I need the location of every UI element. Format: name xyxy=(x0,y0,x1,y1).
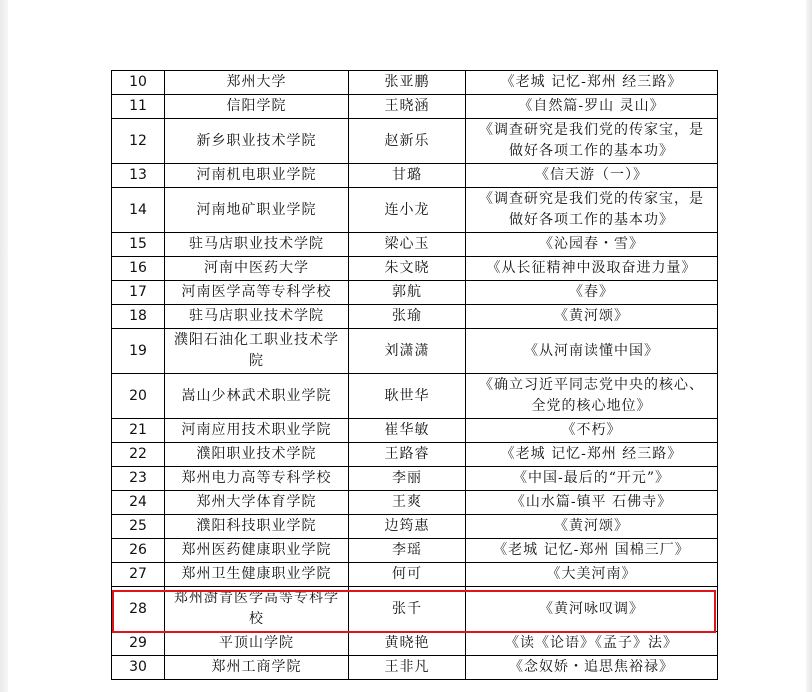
title-cell: 《老城 记忆-郑州 国棉三厂》 xyxy=(466,539,718,563)
table-row xyxy=(112,374,718,419)
row-number: 25 xyxy=(112,515,165,539)
name-cell: 张瑜 xyxy=(349,305,466,329)
table-row xyxy=(112,95,718,119)
school-cell: 河南应用技术职业学院 xyxy=(165,419,349,443)
table-row xyxy=(112,233,718,257)
school-cell: 郑州大学体育学院 xyxy=(165,491,349,515)
row-number: 17 xyxy=(112,281,165,305)
name-cell: 王爽 xyxy=(349,491,466,515)
title-cell: 《老城 记忆-郑州 经三路》 xyxy=(466,71,718,95)
row-number: 22 xyxy=(112,443,165,467)
page-edge-left xyxy=(0,0,8,692)
table-row xyxy=(112,467,718,491)
name-cell: 连小龙 xyxy=(349,188,466,233)
table-row xyxy=(112,419,718,443)
name-cell: 赵新乐 xyxy=(349,119,466,164)
school-cell: 郑州电力高等专科学校 xyxy=(165,467,349,491)
page-edge-right xyxy=(806,0,812,692)
school-cell: 信阳学院 xyxy=(165,95,349,119)
table-row xyxy=(112,656,718,680)
row-number: 15 xyxy=(112,233,165,257)
table-row xyxy=(112,563,718,587)
table-row xyxy=(112,119,718,164)
school-cell: 驻马店职业技术学院 xyxy=(165,305,349,329)
title-cell: 《不朽》 xyxy=(466,419,718,443)
row-number: 23 xyxy=(112,467,165,491)
table-row-highlighted xyxy=(112,587,718,632)
title-cell: 《黄河颂》 xyxy=(466,515,718,539)
name-cell: 崔华敏 xyxy=(349,419,466,443)
name-cell: 何可 xyxy=(349,563,466,587)
school-cell: 河南医学高等专科学校 xyxy=(165,281,349,305)
table-row xyxy=(112,443,718,467)
row-number: 13 xyxy=(112,164,165,188)
award-list-table xyxy=(111,70,718,680)
table-row xyxy=(112,539,718,563)
row-number: 14 xyxy=(112,188,165,233)
title-cell: 《从长征精神中汲取奋进力量》 xyxy=(466,257,718,281)
name-cell: 刘潇潇 xyxy=(349,329,466,374)
name-cell: 张千 xyxy=(349,587,466,632)
name-cell: 耿世华 xyxy=(349,374,466,419)
table-row xyxy=(112,71,718,95)
table-row xyxy=(112,515,718,539)
school-cell: 濮阳职业技术学院 xyxy=(165,443,349,467)
row-number: 21 xyxy=(112,419,165,443)
table-row xyxy=(112,305,718,329)
title-cell: 《黄河颂》 xyxy=(466,305,718,329)
title-cell: 《老城 记忆-郑州 经三路》 xyxy=(466,443,718,467)
school-cell: 平顶山学院 xyxy=(165,632,349,656)
school-cell: 濮阳科技职业学院 xyxy=(165,515,349,539)
school-cell: 河南中医药大学 xyxy=(165,257,349,281)
row-number: 27 xyxy=(112,563,165,587)
name-cell: 王路睿 xyxy=(349,443,466,467)
title-cell: 《从河南读懂中国》 xyxy=(466,329,718,374)
title-cell: 《念奴娇・追思焦裕禄》 xyxy=(466,656,718,680)
title-cell: 《信天游（一）》 xyxy=(466,164,718,188)
row-number: 16 xyxy=(112,257,165,281)
title-cell: 《调查研究是我们党的传家宝，是做好各项工作的基本功》 xyxy=(466,188,718,233)
school-cell: 郑州医药健康职业学院 xyxy=(165,539,349,563)
name-cell: 甘璐 xyxy=(349,164,466,188)
row-number: 26 xyxy=(112,539,165,563)
school-cell: 郑州卫生健康职业学院 xyxy=(165,563,349,587)
title-cell: 《沁园春・雪》 xyxy=(466,233,718,257)
name-cell: 张亚鹏 xyxy=(349,71,466,95)
name-cell: 王晓涵 xyxy=(349,95,466,119)
title-cell: 《调查研究是我们党的传家宝，是做好各项工作的基本功》 xyxy=(466,119,718,164)
name-cell: 边筠惠 xyxy=(349,515,466,539)
row-number: 12 xyxy=(112,119,165,164)
row-number: 10 xyxy=(112,71,165,95)
table-row xyxy=(112,281,718,305)
title-cell: 《山水篇-镇平 石佛寺》 xyxy=(466,491,718,515)
row-number: 29 xyxy=(112,632,165,656)
title-cell: 《大美河南》 xyxy=(466,563,718,587)
title-cell: 《自然篇-罗山 灵山》 xyxy=(466,95,718,119)
title-cell: 《黄河咏叹调》 xyxy=(466,587,718,632)
name-cell: 郭航 xyxy=(349,281,466,305)
title-cell: 《中国-最后的“开元”》 xyxy=(466,467,718,491)
row-number: 19 xyxy=(112,329,165,374)
row-number: 24 xyxy=(112,491,165,515)
table-row xyxy=(112,257,718,281)
school-cell: 新乡职业技术学院 xyxy=(165,119,349,164)
row-number: 11 xyxy=(112,95,165,119)
row-number: 20 xyxy=(112,374,165,419)
row-number: 18 xyxy=(112,305,165,329)
row-number: 30 xyxy=(112,656,165,680)
name-cell: 李瑶 xyxy=(349,539,466,563)
school-cell: 河南地矿职业学院 xyxy=(165,188,349,233)
table-row xyxy=(112,188,718,233)
school-cell: 郑州澍青医学高等专科学校 xyxy=(165,587,349,632)
table-row xyxy=(112,491,718,515)
title-cell: 《读《论语》《孟子》法》 xyxy=(466,632,718,656)
table-row xyxy=(112,632,718,656)
title-cell: 《确立习近平同志党中央的核心、全党的核心地位》 xyxy=(466,374,718,419)
name-cell: 梁心玉 xyxy=(349,233,466,257)
school-cell: 驻马店职业技术学院 xyxy=(165,233,349,257)
name-cell: 王非凡 xyxy=(349,656,466,680)
school-cell: 濮阳石油化工职业技术学院 xyxy=(165,329,349,374)
name-cell: 黄晓艳 xyxy=(349,632,466,656)
name-cell: 朱文晓 xyxy=(349,257,466,281)
name-cell: 李丽 xyxy=(349,467,466,491)
table-row xyxy=(112,164,718,188)
school-cell: 郑州大学 xyxy=(165,71,349,95)
row-number: 28 xyxy=(112,587,165,632)
table-row xyxy=(112,329,718,374)
school-cell: 嵩山少林武术职业学院 xyxy=(165,374,349,419)
title-cell: 《春》 xyxy=(466,281,718,305)
school-cell: 河南机电职业学院 xyxy=(165,164,349,188)
school-cell: 郑州工商学院 xyxy=(165,656,349,680)
